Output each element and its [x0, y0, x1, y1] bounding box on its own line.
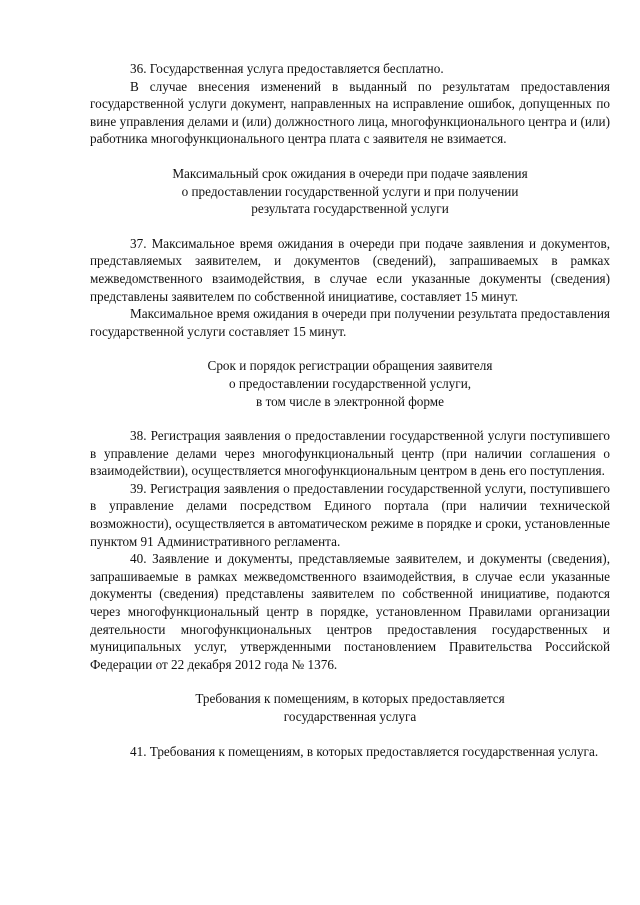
paragraph-38: 38. Регистрация заявления о предоставлении государственной услуги поступившего в управление делами через многофункциональный центр (при наличии соглашения о взаимодействии), осуществляется многофункциональным центром в день его поступления.: [90, 428, 610, 479]
heading-line: Максимальный срок ожидания в очереди при подаче заявления: [172, 165, 528, 181]
paragraph-39: 39. Регистрация заявления о предоставлении государственной услуги, поступившего в управление делами посредством Единого портала (при наличии технической возможности), осуществляется в автоматическом режиме в порядке и сроки, установленные пунктом 91 Административного регламента.: [90, 480, 610, 549]
paragraph-40: 40. Заявление и документы, представляемые заявителем, и документы (сведения), запрашиваемые в рамках межведомственного взаимодействия, в случае если указанные документы (сведения) представлены заявителем по собственной инициативе, подаются через многофункциональный центр в порядке, установленном Правилами организации деятельности многофункциональных центров предоставления государственных и муниципальных услуг, утвержденными постановлением Правительства Российской Федерации от 22 декабря 2012 года № 1376.: [90, 551, 610, 672]
paragraph-41: 41. Требования к помещениям, в которых предоставляется государственная услуга.: [130, 743, 599, 759]
paragraph-36-continuation: В случае внесения изменений в выданный по результатам предоставления государственной услуги документ, направленных на исправление ошибок, допущенных по вине управления делами и (или) должностного лица, многофункционального центра и (или) работника многофункционального центра плата с заявителя не взимается.: [90, 78, 610, 147]
heading-line: о предоставлении государственной услуги,: [228, 375, 472, 391]
heading-line: в том числе в электронной форме: [256, 393, 444, 409]
heading-line: государственная услуга: [283, 709, 417, 724]
section-heading-queue-wait-time: [90, 165, 610, 218]
section-heading-registration: [90, 357, 610, 410]
heading-line: Требования к помещениям, в которых предоставляется: [195, 691, 505, 707]
heading-line: результата государственной услуги: [251, 201, 449, 217]
document-page: [90, 60, 610, 760]
paragraph-37-continuation: Максимальное время ожидания в очереди при получении результата предоставления государственной услуги составляет 15 минут.: [90, 306, 610, 339]
paragraph-37: 37. Максимальное время ожидания в очереди при подаче заявления и документов, представляемых заявителем, и документов (сведений), запрашиваемых в рамках межведомственного взаимодействия, в случае если указанные документы (сведения) представлены заявителем по собственной инициативе, составляет 15 минут.: [90, 235, 610, 304]
heading-line: Срок и порядок регистрации обращения заявителя: [207, 358, 493, 374]
heading-line: о предоставлении государственной услуги и при получении: [181, 183, 519, 199]
section-heading-premises-requirements: [90, 690, 610, 725]
paragraph-36: 36. Государственная услуга предоставляется бесплатно.: [130, 61, 444, 76]
